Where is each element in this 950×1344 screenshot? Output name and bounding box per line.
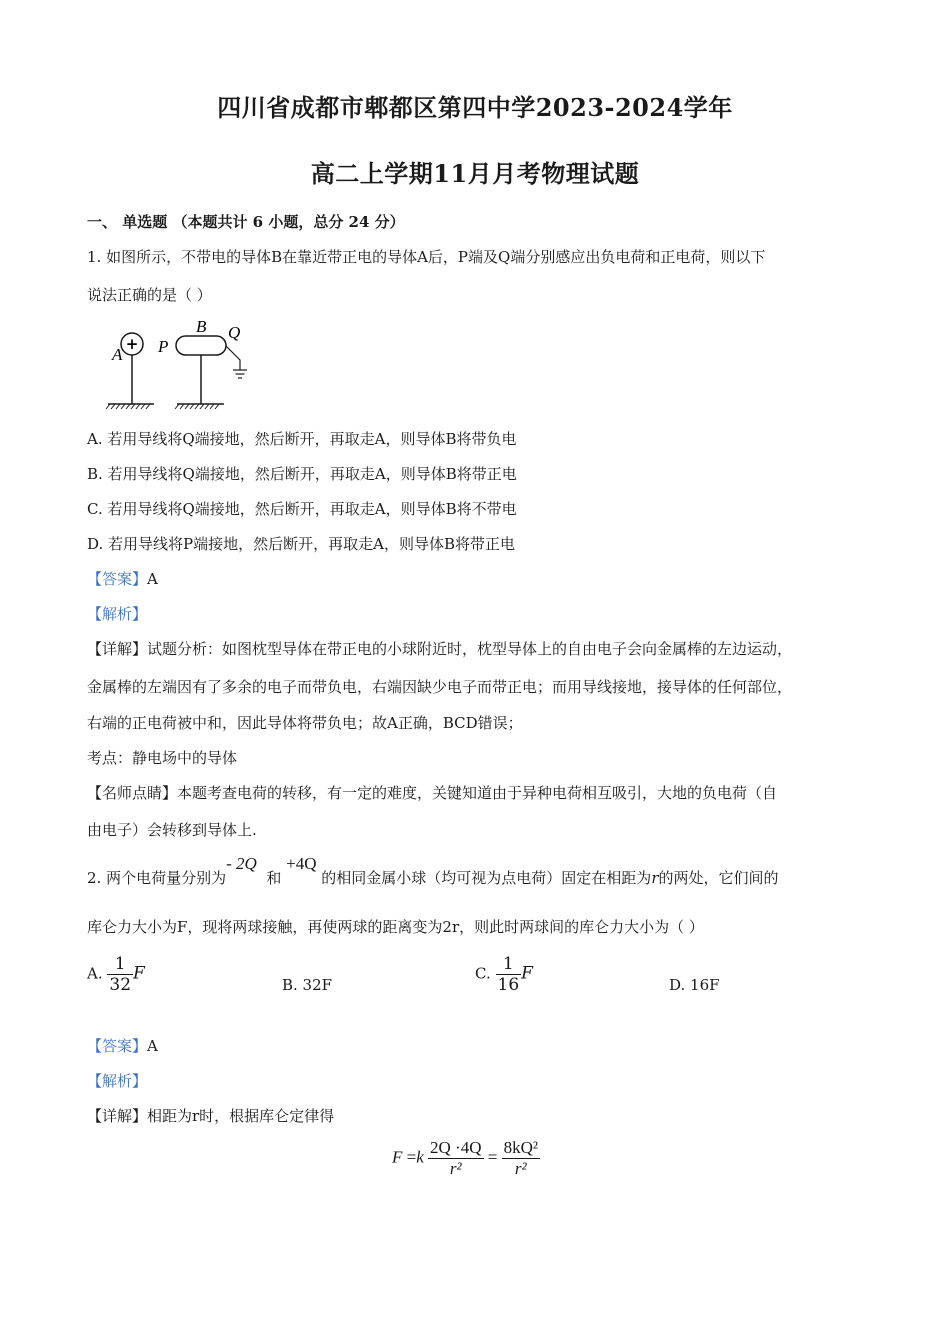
formula-denominator-2: r² (502, 1158, 540, 1179)
q1-tip-line-2: 由电子）会转移到导体上. (87, 821, 257, 839)
q1-kaodian: 考点：静电场中的导体 (87, 749, 238, 767)
answer-tag: 【答案】 (87, 1037, 148, 1055)
formula-numerator-1: 2Q ·4Q (430, 1138, 482, 1157)
detail-text: 相距为r时，根据库仑定律得 (147, 1107, 335, 1125)
label-p: P (158, 337, 169, 356)
label-b: B (196, 317, 207, 336)
plus-sign: + (125, 335, 139, 353)
answer-tag: 【答案】 (87, 570, 148, 588)
fraction-denominator: 32 (109, 975, 132, 995)
distance-r: r (651, 869, 659, 887)
option-c-f: F (521, 963, 533, 984)
q1-answer (87, 569, 158, 589)
fraction-numerator: 1 (502, 954, 514, 974)
option-a-f: F (133, 963, 145, 984)
q2-option-d: D. 16F (669, 976, 720, 994)
fraction-numerator: 1 (114, 954, 126, 974)
q2-answer (87, 1036, 158, 1056)
title-line-2: 高二上学期11月月考物理试题 (310, 159, 640, 188)
answer-value: A (147, 570, 158, 588)
formula-fraction-2 (502, 1138, 540, 1179)
fraction-1-32 (107, 954, 133, 995)
tip-text: 本题考查电荷的转移，有一定的难度，关键知道由于异种电荷相互吸引，大地的负电荷（自 (177, 784, 778, 802)
option-c-label: C. (475, 964, 491, 983)
q2-stem-b: 和 (266, 869, 282, 887)
q1-option-a: A. 若用导线将Q端接地，然后断开，再取走A，则导体B将带负电 (87, 430, 517, 448)
q2-stem-a: 2. 两个电荷量分别为 (87, 869, 227, 887)
q2-option-c (475, 954, 533, 995)
tip-tag: 【名师点睛】 (87, 784, 178, 802)
q1-option-d: D. 若用导线将P端接地，然后断开，再取走A，则导体B将带正电 (87, 535, 515, 553)
q1-detail-line-3: 右端的正电荷被中和，因此导体将带负电；故A正确，BCD错误； (87, 714, 523, 732)
q2-option-a (87, 954, 145, 995)
option-a-label: A. (87, 964, 103, 983)
title-line-1: 四川省成都市郫都区第四中学2023-2024学年 (217, 93, 733, 122)
formula-fraction-1 (428, 1138, 483, 1179)
q1-tip-line-1 (87, 783, 777, 803)
conductor-b (176, 336, 226, 355)
section-heading: 一、 单选题 （本题共计 6 小题，总分 24 分） (87, 213, 405, 231)
charge-negative: - 2Q (226, 854, 257, 873)
q2-detail-line-1 (87, 1106, 334, 1126)
detail-text: 试题分析：如图枕型导体在带正电的小球附近时，枕型导体上的自由电子会向金属棒的左边运动， (147, 640, 793, 658)
label-a: A (112, 345, 123, 364)
q2-stem-line-1 (87, 854, 779, 888)
q1-detail-line-2: 金属棒的左端因有了多余的电子而带负电，右端因缺少电子而带正电；而用导线接地，接导体的任何部位， (87, 678, 793, 696)
q2-stem-d: 的两处，它们间的 (658, 869, 779, 887)
q2-stem-c: 的相同金属小球（均可视为点电荷）固定在相距为 (321, 869, 652, 887)
coulomb-formula (392, 1138, 540, 1179)
q1-option-c: C. 若用导线将Q端接地，然后断开，再取走A，则导体B将不带电 (87, 500, 517, 518)
answer-value: A (147, 1037, 158, 1055)
formula-f: F (392, 1147, 403, 1167)
formula-equals-2: = (487, 1147, 498, 1167)
q2-option-b: B. 32F (282, 976, 333, 994)
formula-k: k (416, 1147, 424, 1167)
fraction-1-16 (496, 954, 522, 995)
q1-stem-line-2: 说法正确的是（ ） (87, 286, 212, 304)
label-q: Q (228, 323, 241, 342)
q1-detail-line-1 (87, 639, 792, 659)
q1-stem-line-1: 1. 如图所示，不带电的导体B在靠近带正电的导体A后，P端及Q端分别感应出负电荷和正电荷，则以下 (87, 248, 766, 266)
formula-numerator-2: 8kQ² (503, 1138, 538, 1157)
q2-stem-line-2: 库仑力大小为F，现将两球接触，再使两球的距离变为2r，则此时两球间的库仑力大小为（ ） (87, 918, 704, 936)
fraction-denominator: 16 (497, 975, 520, 995)
q1-analysis-tag: 【解析】 (87, 605, 148, 623)
q1-figure-conductor (100, 312, 270, 412)
detail-tag: 【详解】 (87, 640, 148, 658)
charge-positive: +4Q (286, 854, 317, 873)
detail-tag: 【详解】 (87, 1107, 148, 1125)
q1-option-b: B. 若用导线将Q端接地，然后断开，再取走A，则导体B将带正电 (87, 465, 517, 483)
q2-analysis-tag: 【解析】 (87, 1072, 148, 1090)
formula-equals-1: = (406, 1147, 417, 1167)
formula-denominator-1: r² (428, 1158, 483, 1179)
